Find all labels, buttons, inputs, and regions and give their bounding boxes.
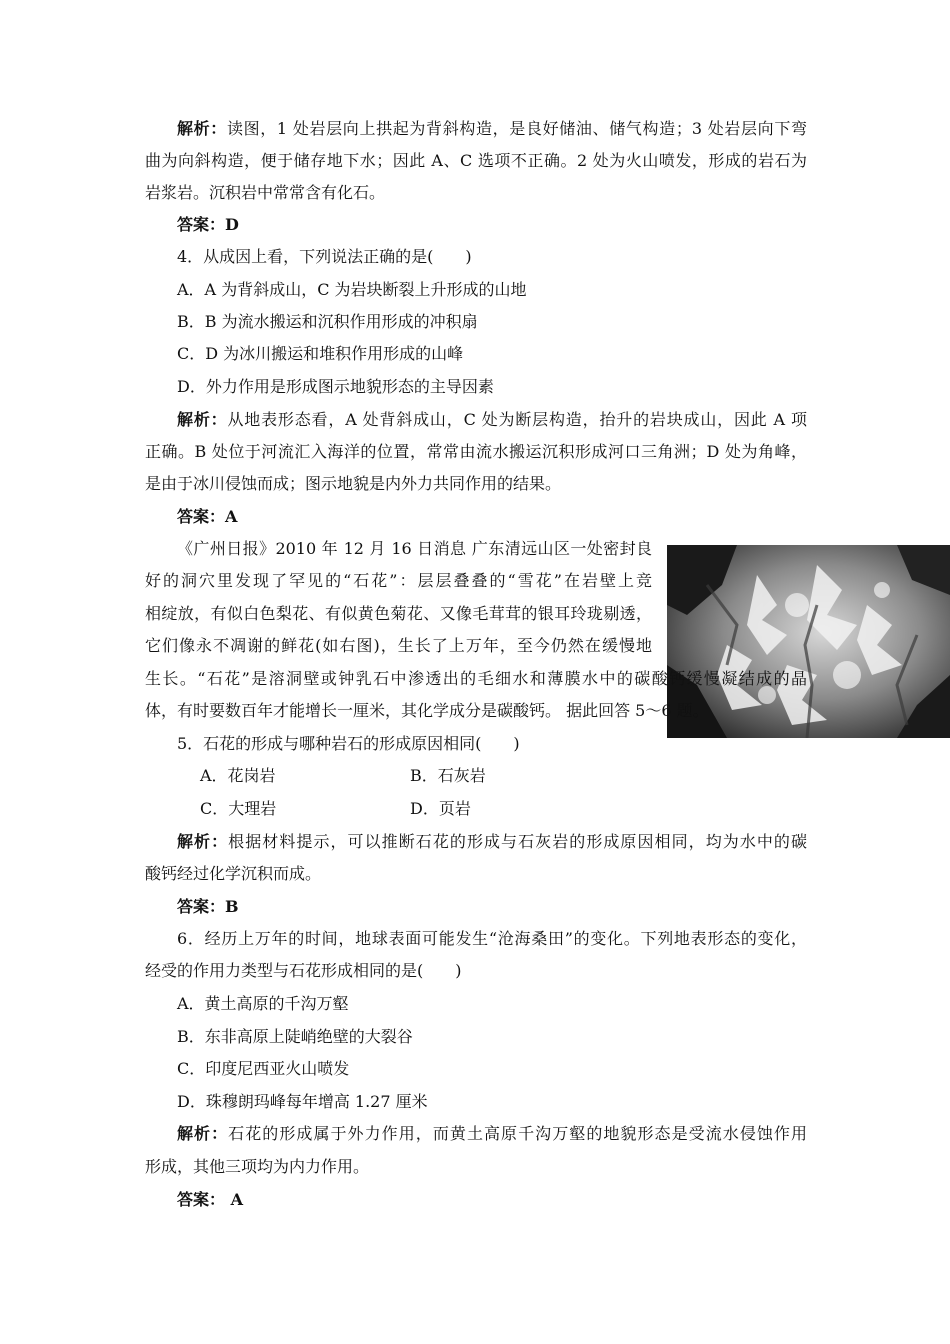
answer-label: 答案：: [177, 1190, 226, 1209]
q6-analysis-line-1: [145, 1124, 807, 1144]
answer-value: A: [225, 507, 238, 526]
q5-analysis-line-2: 酸钙经过化学沉积而成。: [145, 864, 322, 883]
q6-answer: [177, 1190, 243, 1210]
q6-option-c: C．印度尼西亚火山喷发: [177, 1059, 350, 1078]
q4-analysis-line-2: 正确。B 处位于河流汇入海洋的位置，常常由流水搬运沉积形成河口三角洲；D 处为角峰，: [145, 442, 807, 461]
q6-analysis-line-2: 形成，其他三项均为内力作用。: [145, 1157, 370, 1176]
analysis-text: 石花的形成属于外力作用，而黄土高原千沟万壑的地貌形态是受流水侵蚀作用: [228, 1124, 807, 1143]
analysis-text: 根据材料提示，可以推断石花的形成与石灰岩的形成原因相同，均为水中的碳: [228, 832, 807, 851]
q5-answer: [177, 897, 239, 917]
passage-line-1: 《广州日报》2010 年 12 月 16 日消息 广东清远山区一处密封良: [177, 539, 652, 558]
q6-stem-line-1: 6．经历上万年的时间，地球表面可能发生“沧海桑田”的变化。下列地表形态的变化，: [177, 929, 807, 948]
q4-option-d: D．外力作用是形成图示地貌形态的主导因素: [177, 377, 494, 396]
q3-answer: [177, 215, 239, 235]
passage-line-4: 它们像永不凋谢的鲜花(如右图)，生长了上万年，至今仍然在缓慢地: [145, 636, 652, 655]
answer-value: B: [225, 897, 239, 916]
stone-flower-photo: [667, 545, 950, 738]
analysis-label: 解析：: [177, 1124, 229, 1143]
passage-line-6: 体，有时要数百年才能增长一厘米，其化学成分是碳酸钙。 据此回答 5～6 题。: [145, 701, 709, 720]
passage-line-2: 好的洞穴里发现了罕见的“石花”：层层叠叠的“雪花”在岩壁上竞: [145, 571, 652, 590]
q4-analysis-line-3: 是由于冰川侵蚀而成；图示地貌是内外力共同作用的结果。: [145, 474, 562, 493]
answer-label: 答案：: [177, 507, 226, 526]
answer-label: 答案：: [177, 215, 226, 234]
analysis-text: 从地表形态看，A 处背斜成山，C 处为断层构造，抬升的岩块成山，因此 A 项: [227, 410, 807, 429]
q4-option-a: A．A 为背斜成山，C 为岩块断裂上升形成的山地: [177, 280, 527, 299]
q4-option-c: C．D 为冰川搬运和堆积作用形成的山峰: [177, 344, 464, 363]
analysis-label: 解析：: [177, 832, 229, 851]
q4-stem: 4．从成因上看，下列说法正确的是( ): [177, 247, 472, 266]
passage-line-3: 相绽放，有似白色梨花、有似黄色菊花、又像毛茸茸的银耳玲珑剔透，: [145, 604, 652, 623]
analysis-text: 读图，1 处岩层向上拱起为背斜构造，是良好储油、储气构造；3 处岩层向下弯: [226, 119, 807, 138]
q6-stem-line-2: 经受的作用力类型与石花形成相同的是( ): [145, 961, 462, 980]
answer-value: D: [225, 215, 239, 234]
q3-analysis-line-3: 岩浆岩。沉积岩中常常含有化石。: [145, 183, 386, 202]
q4-option-b: B．B 为流水搬运和沉积作用形成的冲积扇: [177, 312, 478, 331]
q5-option-d: D．页岩: [410, 799, 471, 818]
q6-option-b: B．东非高原上陡峭绝壁的大裂谷: [177, 1027, 413, 1046]
q5-analysis-line-1: [145, 832, 807, 852]
q5-stem: 5．石花的形成与哪种岩石的形成原因相同( ): [177, 734, 520, 753]
q3-analysis-line-2: 曲为向斜构造，便于储存地下水；因此 A、C 选项不正确。2 处为火山喷发，形成的岩石为: [145, 151, 807, 170]
analysis-label: 解析：: [177, 119, 227, 138]
q4-analysis-line-1: [145, 410, 807, 430]
q3-analysis-line-1: [145, 119, 807, 139]
answer-label: 答案：: [177, 897, 226, 916]
q4-answer: [177, 507, 237, 527]
q5-option-c: C．大理岩: [200, 799, 277, 818]
q6-option-a: A．黄土高原的千沟万壑: [177, 994, 349, 1013]
answer-value: A: [225, 1190, 243, 1209]
analysis-label: 解析：: [177, 410, 228, 429]
q5-option-b: B．石灰岩: [410, 766, 486, 785]
q6-option-d: D．珠穆朗玛峰每年增高 1.27 厘米: [177, 1092, 428, 1111]
passage-line-5: 生长。“石花”是溶洞壁或钟乳石中渗透出的毛细水和薄膜水中的碳酸钙缓慢凝结成的晶: [145, 669, 807, 688]
q5-option-a: A．花岗岩: [200, 766, 276, 785]
